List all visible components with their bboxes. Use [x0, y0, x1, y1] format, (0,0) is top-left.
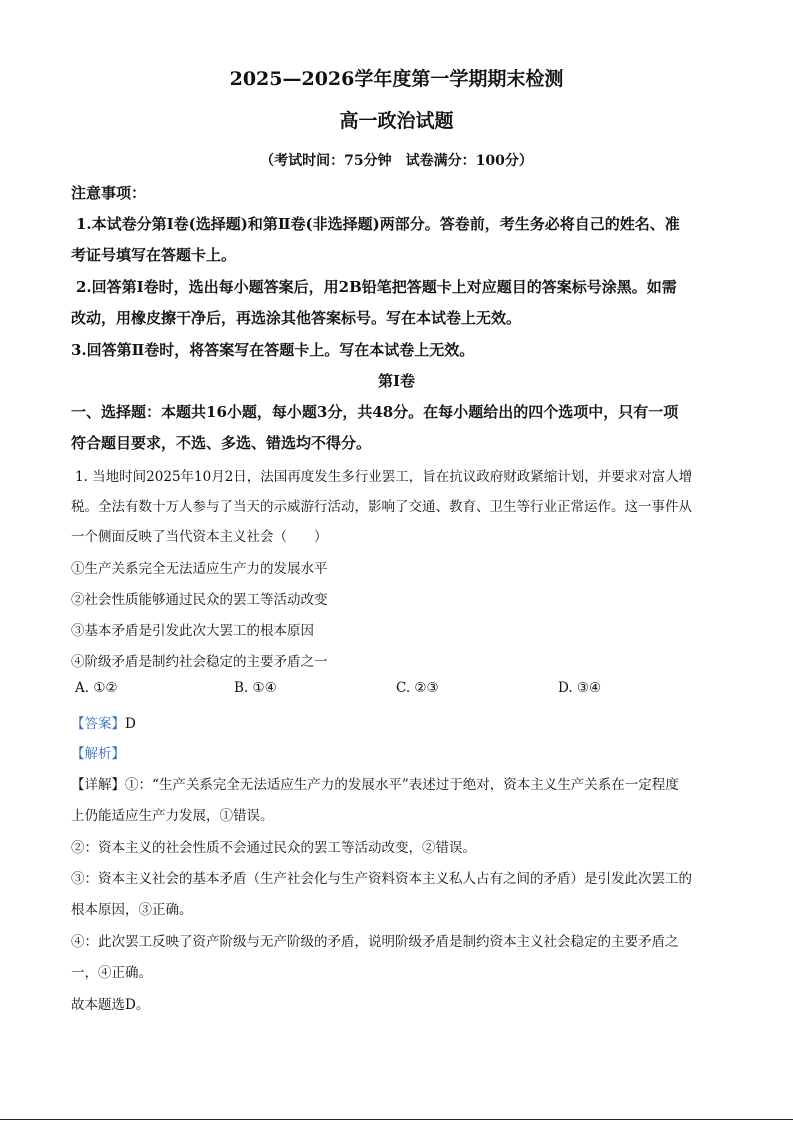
section-instructions: 一、选择题：本题共16小题，每小题3分，共48分。在每小题给出的四个选项中，只有一项	[71, 403, 679, 421]
question-stem: 1. 当地时间2025年10月2日，法国再度发生多行业罢工，旨在抗议政府财政紧缩计划，并要求对富人增	[75, 469, 693, 485]
statement-1: ①生产关系完全无法适应生产力的发展水平	[71, 561, 328, 577]
answer-line	[71, 712, 136, 732]
option-b: B. ①④	[234, 680, 277, 696]
detail-1-cont: 上仍能适应生产力发展，①错误。	[71, 808, 274, 824]
statement-3: ③基本矛盾是引发此次大罢工的根本原因	[71, 623, 314, 639]
exam-info: （考试时间：75分钟 试卷满分：100分）	[260, 153, 533, 169]
notes-item-1-cont: 考证号填写在答题卡上。	[71, 246, 237, 264]
option-d: D. ③④	[558, 680, 602, 696]
detail-tag: 【详解】	[71, 777, 125, 793]
detail-4-cont: 一，④正确。	[71, 965, 152, 981]
analysis-tag: 【解析】	[71, 746, 125, 762]
section-instructions-cont: 符合题目要求，不选、多选、错选均不得分。	[71, 434, 372, 452]
conclusion: 故本题选D。	[71, 997, 150, 1013]
notes-heading: 注意事项：	[71, 184, 147, 202]
answer-tag: 【答案】	[71, 716, 125, 732]
detail-1	[71, 773, 679, 793]
detail-1-text: ①：“生产关系完全无法适应生产力的发展水平”表述过于绝对，资本主义生产关系在一定程度	[125, 777, 679, 793]
notes-item-2: 2.回答第Ⅰ卷时，选出每小题答案后，用2B铅笔把答题卡上对应题目的答案标号涂黑。如需	[76, 278, 677, 296]
option-a: A. ①②	[75, 680, 118, 696]
answer-value: D	[125, 716, 136, 732]
detail-3: ③：资本主义社会的基本矛盾（生产社会化与生产资料资本主义私人占有之间的矛盾）是引发此次罢工的	[71, 871, 692, 887]
question-stem-cont: 税。全法有数十万人参与了当天的示威游行活动，影响了交通、教育、卫生等行业正常运作。这一事件从	[71, 499, 692, 515]
notes-item-2-cont: 改动，用橡皮擦干净后，再选涂其他答案标号。写在本试卷上无效。	[71, 309, 522, 327]
detail-2: ②：资本主义的社会性质不会通过民众的罢工等活动改变，②错误。	[71, 840, 476, 856]
option-c: C. ②③	[396, 680, 439, 696]
page-bottom-rule	[0, 1119, 793, 1120]
statement-2: ②社会性质能够通过民众的罢工等活动改变	[71, 592, 328, 608]
section-title: 第Ⅰ卷	[377, 372, 416, 390]
detail-3-cont: 根本原因，③正确。	[71, 902, 193, 918]
notes-item-3: 3.回答第Ⅱ卷时，将答案写在答题卡上。写在本试卷上无效。	[71, 341, 475, 359]
statement-4: ④阶级矛盾是制约社会稳定的主要矛盾之一	[71, 654, 328, 670]
page-subtitle: 高一政治试题	[339, 110, 454, 132]
notes-item-1: 1.本试卷分第Ⅰ卷(选择题)和第Ⅱ卷(非选择题)两部分。答卷前，考生务必将自己的姓名、准	[76, 215, 680, 233]
detail-4: ④：此次罢工反映了资产阶级与无产阶级的矛盾，说明阶级矛盾是制约资本主义社会稳定的主要矛盾之	[71, 934, 679, 950]
page-title: 2025—2026学年度第一学期期末检测	[229, 68, 564, 90]
question-stem-cont2: 一个侧面反映了当代资本主义社会（ ）	[71, 529, 328, 545]
